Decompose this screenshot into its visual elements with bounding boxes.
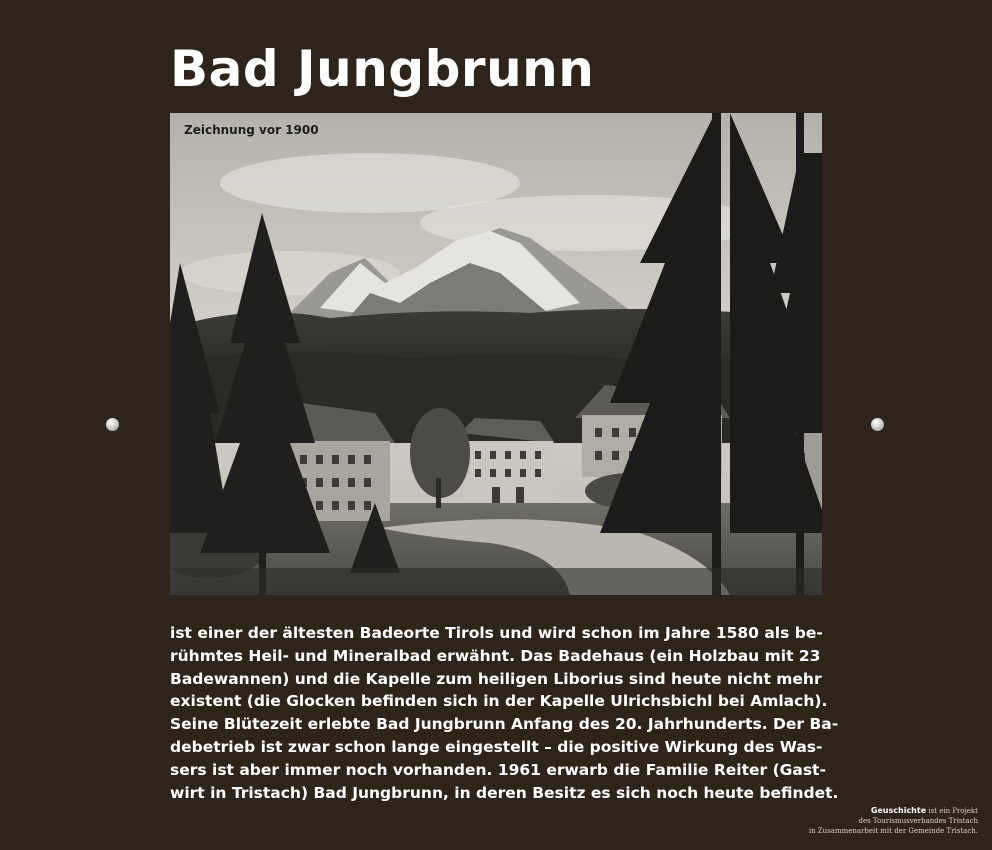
left-mounting-screw	[106, 418, 119, 431]
body-text	[170, 622, 839, 804]
page-title: Bad Jungbrunn	[170, 40, 595, 98]
body-line: sers ist aber immer noch vorhanden. 1961 erwarb die Familie Reiter (Gast-	[170, 760, 826, 779]
project-credit	[778, 806, 978, 836]
right-mounting-screw	[871, 418, 884, 431]
credit-line2: des Tourismusverbandes Tristach	[858, 817, 978, 825]
drawing-illustration	[170, 113, 822, 595]
body-line: rühmtes Heil- und Mineralbad erwähnt. Das Badehaus (ein Holzbau mit 23	[170, 646, 821, 665]
credit-line3: in Zusammenarbeit mit der Gemeinde Tristach.	[808, 827, 978, 835]
body-line: debetrieb ist zwar schon lange eingestellt – die positive Wirkung des Was-	[170, 737, 823, 756]
credit-line1: ist ein Projekt	[926, 807, 978, 815]
body-line: Badewannen) und die Kapelle zum heiligen Liborius sind heute nicht mehr	[170, 669, 822, 688]
body-line: existent (die Glocken befinden sich in der Kapelle Ulrichsbichl bei Amlach).	[170, 692, 828, 711]
body-line: ist einer der ältesten Badeorte Tirols und wird schon im Jahre 1580 als be-	[170, 624, 823, 642]
image-caption: Zeichnung vor 1900	[184, 123, 319, 137]
credit-brand: Geuschichte	[870, 806, 927, 815]
body-line: Seine Blütezeit erlebte Bad Jungbrunn Anfang des 20. Jahrhunderts. Der Ba-	[170, 715, 839, 734]
body-line: wirt in Tristach) Bad Jungbrunn, in deren Besitz es sich noch heute befindet.	[170, 783, 839, 802]
historic-drawing	[170, 113, 822, 595]
